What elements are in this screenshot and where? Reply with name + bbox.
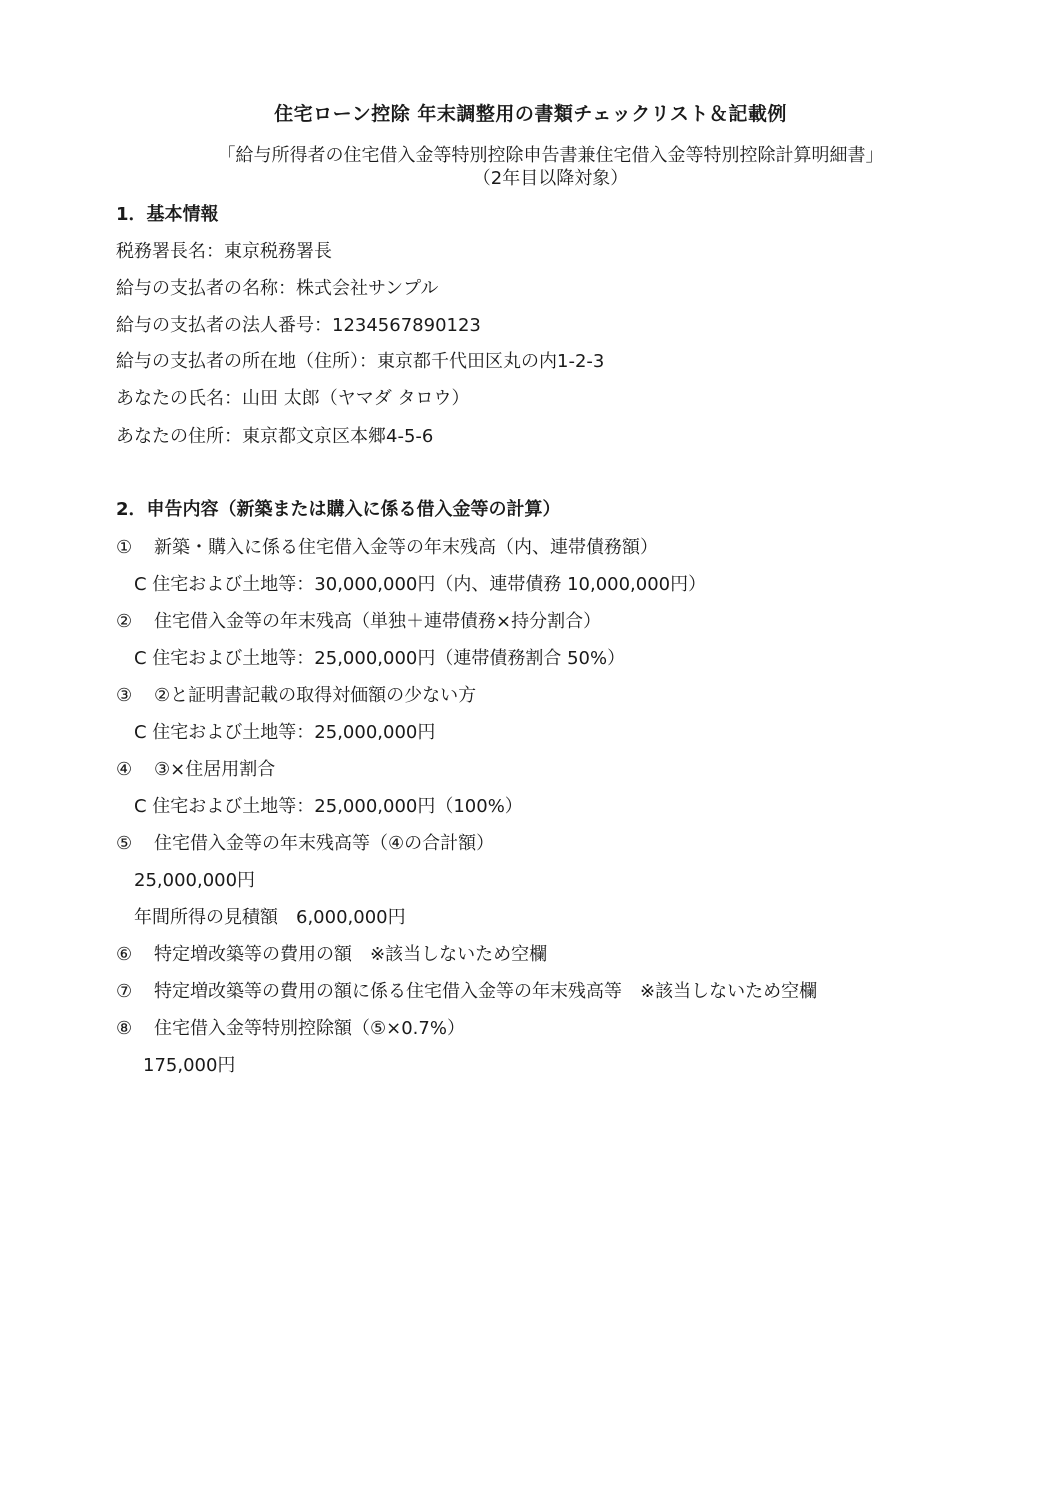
item-text: ③×住居用割合 [154, 759, 276, 780]
list-item [116, 536, 658, 560]
item-number: ⑤ [116, 833, 133, 854]
document-subtitle: 「給与所得者の住宅借入金等特別控除申告書兼住宅借入金等特別控除計算明細書」 [217, 145, 884, 166]
item-detail: 175,000円 [143, 1055, 236, 1076]
item-detail: 年間所得の見積額 6,000,000円 [134, 907, 406, 928]
payer-address-line: 給与の支払者の所在地（住所）：東京都千代田区丸の内1-2-3 [116, 351, 605, 372]
document-subtitle-note: （2年目以降対象） [472, 168, 629, 189]
item-text: 新築・購入に係る住宅借入金等の年末残高（内、連帯債務額） [154, 537, 658, 558]
item-number: ⑦ [116, 981, 133, 1002]
item-number: ③ [116, 685, 133, 706]
item-text: 住宅借入金等の年末残高等（④の合計額） [154, 833, 495, 854]
item-number: ② [116, 611, 133, 632]
tax-office-line: 税務署長名：東京税務署長 [116, 241, 332, 262]
item-detail: C 住宅および土地等：25,000,000円（100%） [134, 796, 523, 817]
item-number: ④ [116, 759, 133, 780]
item-detail: 25,000,000円 [134, 870, 256, 891]
payer-corporate-number-line: 給与の支払者の法人番号：1234567890123 [116, 315, 481, 336]
list-item [116, 980, 817, 1004]
list-item [116, 1017, 465, 1041]
your-name-line: あなたの氏名：山田 太郎（ヤマダ タロウ） [116, 388, 470, 409]
list-item [116, 684, 476, 708]
section1-heading: 1．基本情報 [116, 204, 219, 225]
item-text: 特定増改築等の費用の額に係る住宅借入金等の年末残高等 ※該当しないため空欄 [154, 981, 818, 1002]
item-detail: C 住宅および土地等：25,000,000円 [134, 722, 436, 743]
list-item [116, 832, 494, 856]
item-number: ① [116, 537, 133, 558]
item-text: 住宅借入金等特別控除額（⑤×0.7%） [154, 1018, 465, 1039]
item-text: 特定増改築等の費用の額 ※該当しないため空欄 [154, 944, 548, 965]
section2-heading: 2．申告内容（新築または購入に係る借入金等の計算） [116, 499, 561, 520]
item-text: 住宅借入金等の年末残高（単独＋連帯債務×持分割合） [154, 611, 602, 632]
payer-name-line: 給与の支払者の名称：株式会社サンプル [116, 278, 439, 299]
item-text: ②と証明書記載の取得対価額の少ない方 [154, 685, 477, 706]
list-item [116, 758, 275, 782]
item-number: ⑧ [116, 1018, 133, 1039]
item-number: ⑥ [116, 944, 133, 965]
list-item [116, 610, 601, 634]
item-detail: C 住宅および土地等：25,000,000円（連帯債務割合 50%） [134, 648, 626, 669]
list-item [116, 943, 547, 967]
document-title: 住宅ローン控除 年末調整用の書類チェックリスト＆記載例 [274, 103, 787, 125]
your-address-line: あなたの住所：東京都文京区本郷4-5-6 [116, 426, 434, 447]
item-detail: C 住宅および土地等：30,000,000円（内、連帯債務 10,000,000円） [134, 574, 707, 595]
